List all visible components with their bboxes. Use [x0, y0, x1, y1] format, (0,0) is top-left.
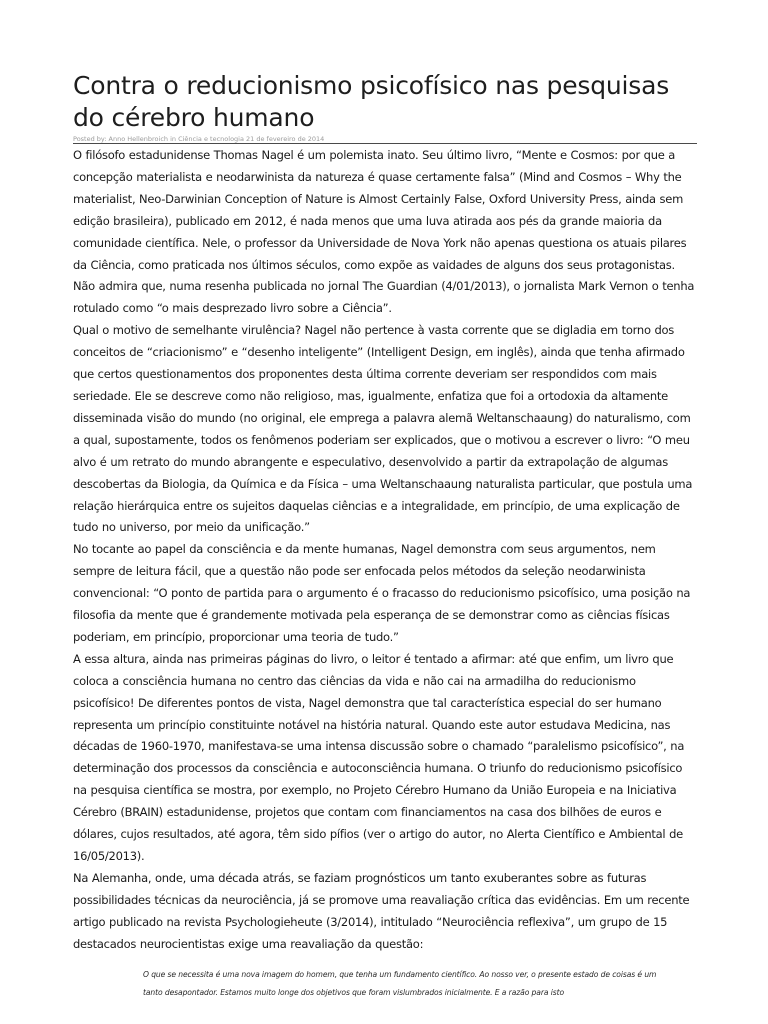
article-title: Contra o reducionismo psicofísico nas pesquisas do cérebro humano — [73, 71, 670, 132]
article-byline: Posted by: Anno Hellenbroich in Ciência e tecnologia 21 de fevereiro de 2014 — [73, 135, 325, 143]
article-body — [73, 145, 697, 1002]
block-quote: O que se necessita é uma nova imagem do homem, que tenha um fundamento científico. Ao nosso ver, o presente estado de coisas é um tanto desapontador. Estamos muito longe dos objetivos que foram vislumbrados inicialmente. E a razão para isto — [143, 969, 657, 997]
article-paragraph: A essa altura, ainda nas primeiras páginas do livro, o leitor é tentado a afirmar: até que enfim, um livro que coloca a consciência humana no centro das ciências da vida e não cai na armadilha do reducionismo psicofísico! De diferentes pontos de vista, Nagel demonstra que tal característica especial do ser humano representa um princípio constituinte notável na história natural. Quando este autor estudava Medicina, nas décadas de 1960-1970, manifestava-se uma intensa discussão sobre o chamado “paralelismo psicofísico”, na determinação dos processos da consciência e autoconsciência humana. O triunfo do reducionismo psicofísico na pesquisa científica se mostra, por exemplo, no Projeto Cérebro Humano da União Europeia e na Iniciativa Cérebro (BRAIN) estadunidense, projetos que contam com financiamentos na casa dos bilhões de euros e dólares, cujos resultados, até agora, têm sido pífios (ver o artigo do autor, no Alerta Científico e Ambiental de 16/05/2013). — [73, 651, 685, 863]
article — [73, 70, 697, 1002]
article-paragraph: No tocante ao papel da consciência e da mente humanas, Nagel demonstra com seus argumentos, nem sempre de leitura fácil, que a questão não pode ser enfocada pelos métodos da seleção neodarwinista convencional: “O ponto de partida para o argumento é o fracasso do reducionismo psicofísico, uma posição na filosofia da mente que é grandemente motivada pela esperança de se demonstrar como as ciências físicas poderiam, em princípio, proporcionar uma teoria de tudo.” — [73, 542, 691, 644]
article-paragraph: O filósofo estadunidense Thomas Nagel é um polemista inato. Seu último livro, “Mente e Cosmos: por que a concepção materialista e neodarwinista da natureza é quase certamente falsa” (Mind and Cosmos – Why the materialist, Neo-Darwinian Conception of Nature is Almost Certainly False, Oxford University Press, ainda sem edição brasileira), publicado em 2012, é nada menos que uma luva atirada aos pés da grande maioria da comunidade científica. Nele, o professor da Universidade de Nova York não apenas questiona os atuais pilares da Ciência, como praticada nos últimos séculos, como expõe as vaidades de alguns dos seus protagonistas. Não admira que, numa resenha publicada no jornal The Guardian (4/01/2013), o jornalista Mark Vernon o tenha rotulado como “o mais desprezado livro sobre a Ciência”. — [73, 148, 695, 316]
article-paragraph: Na Alemanha, onde, uma década atrás, se faziam prognósticos um tanto exuberantes sobre as futuras possibilidades técnicas da neurociência, já se promove uma reavaliação crítica das evidências. Em um recente artigo publicado na revista Psychologieheute (3/2014), intitulado “Neurociência reflexiva”, um grupo de 15 destacados neurocientistas exige uma reavaliação da questão: — [73, 870, 690, 951]
article-paragraph: Qual o motivo de semelhante virulência? Nagel não pertence à vasta corrente que se digladia em torno dos conceitos de “criacionismo” e “desenho inteligente” (Intelligent Design, em inglês), ainda que tenha afirmado que certos questionamentos dos proponentes desta última corrente deveriam ser respondidos com mais seriedade. Ele se descreve como não religioso, mas, igualmente, enfatiza que foi a ortodoxia da altamente disseminada visão do mundo (no original, ele emprega a palavra alemã Weltanschaaung) do naturalismo, com a qual, supostamente, todos os fenômenos poderiam ser explicados, que o motivou a escrever o livro: “O meu alvo é um retrato do mundo abrangente e especulativo, desenvolvido a partir da extrapolação de algumas descobertas da Biologia, da Química e da Física – uma Weltanschaaung naturalista particular, que postula uma relação hierárquica entre os sujeitos daquelas ciências e a integralidade, em princípio, de uma explicação de tudo no universo, por meio da unificação.” — [73, 323, 693, 535]
